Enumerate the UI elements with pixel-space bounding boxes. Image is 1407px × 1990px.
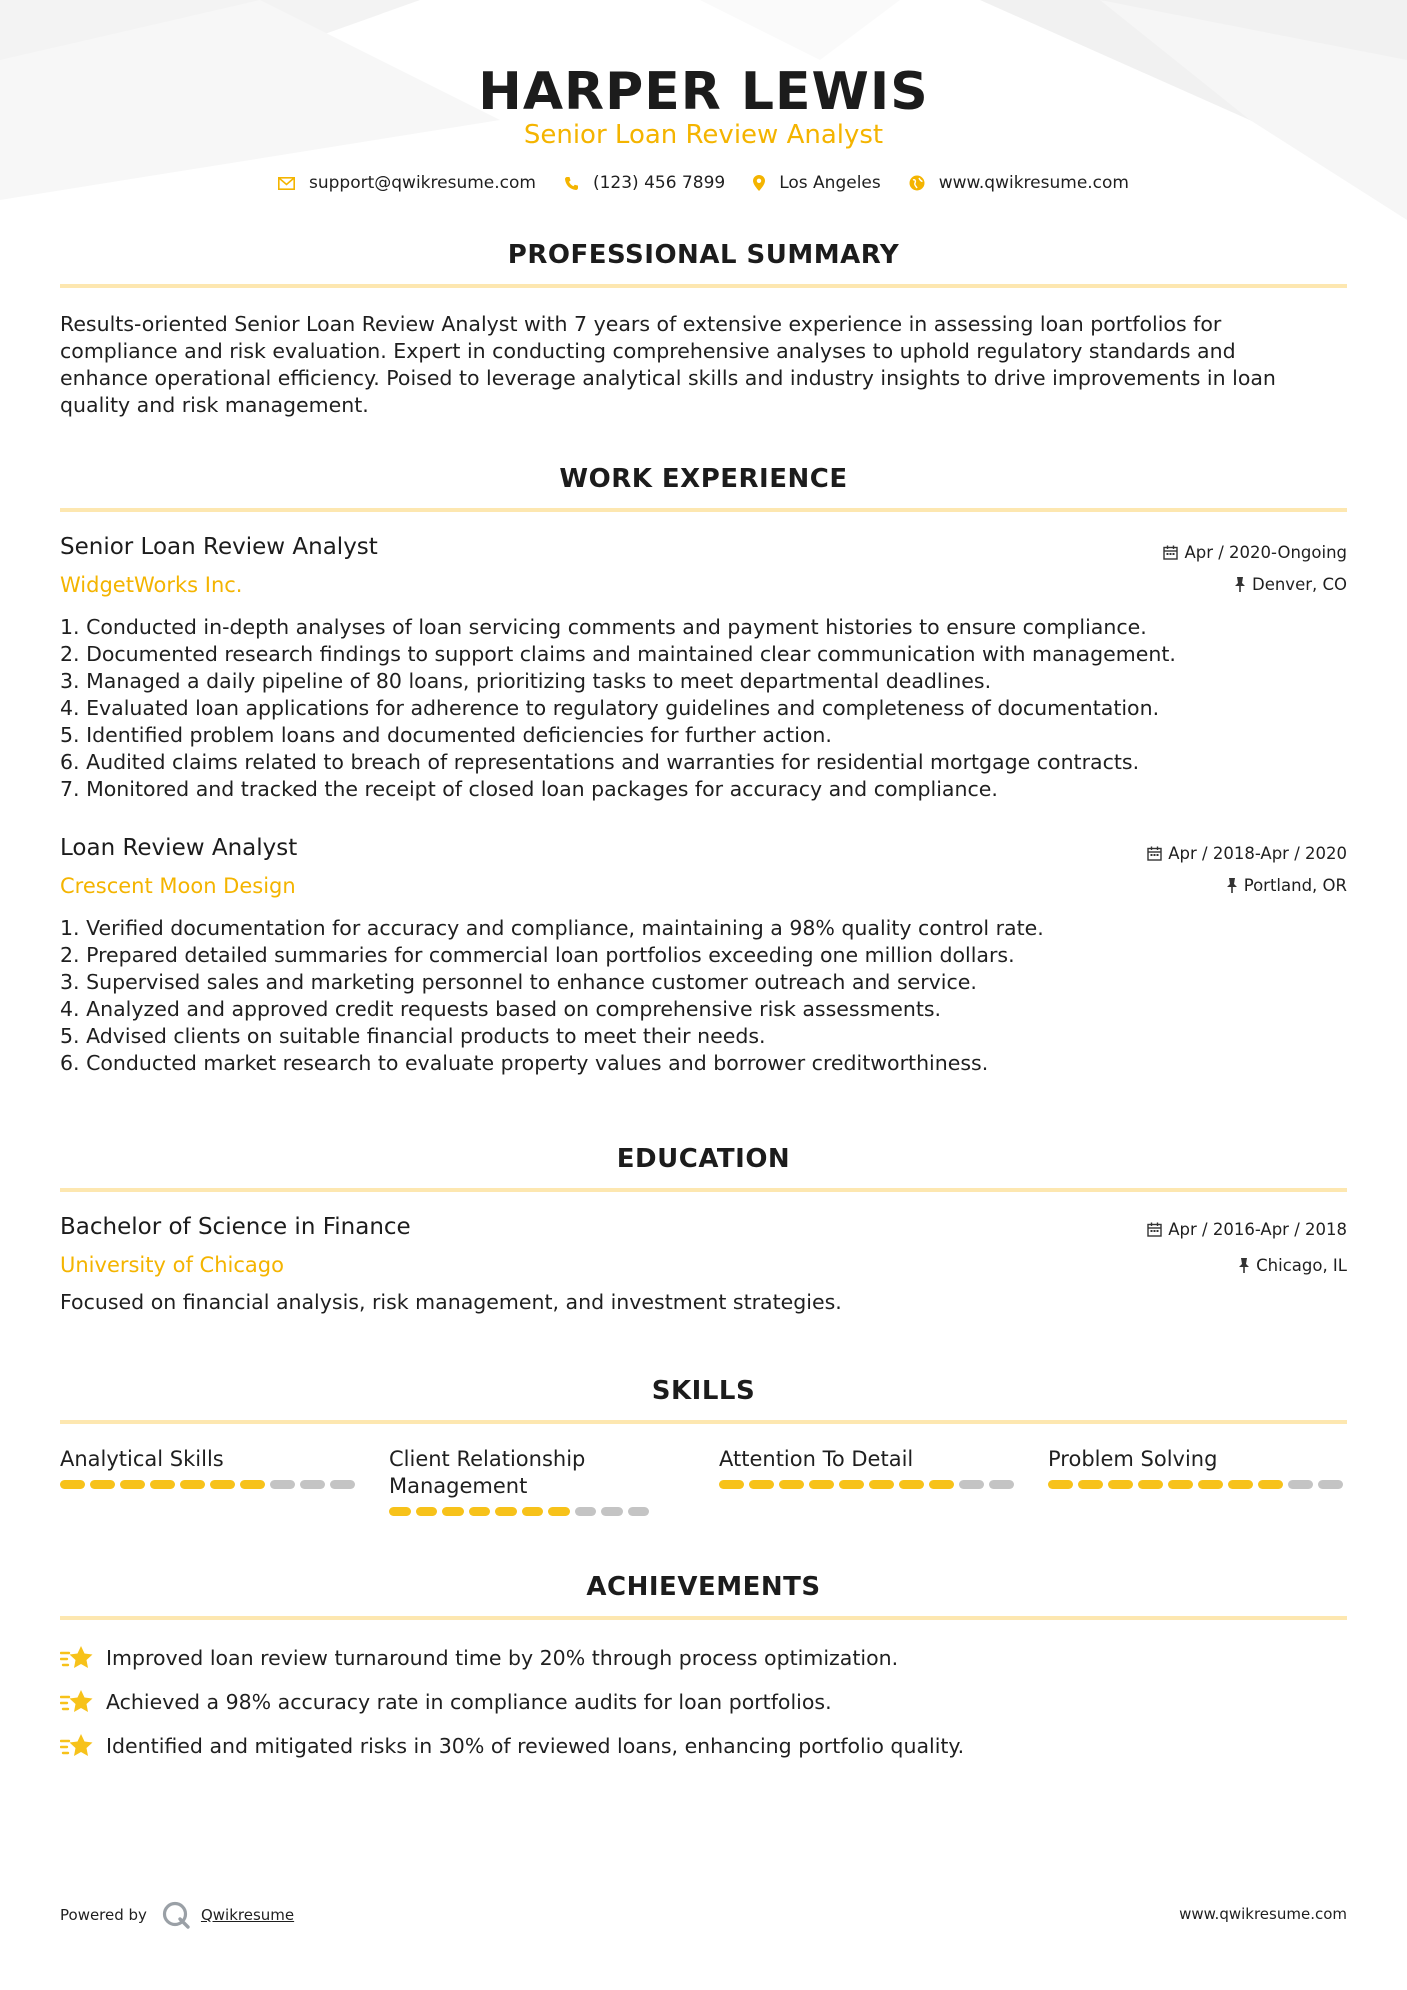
skill-dot-filled (1198, 1480, 1223, 1489)
email-text: support@qwikresume.com (309, 173, 536, 193)
summary-line: enhance operational efficiency. Poised to leverage analytical skills and industry insights to drive improvements in loan (60, 366, 1276, 390)
skill-dot-filled (1168, 1480, 1193, 1489)
phone-text: (123) 456 7899 (592, 173, 726, 193)
envelope-icon (278, 177, 295, 190)
skill-name: Attention To Detail (719, 1447, 914, 1471)
list-item: 2. Prepared detailed summaries for commercial loan portfolios exceeding one million dollars. (60, 943, 1015, 967)
company-name: Crescent Moon Design (60, 874, 296, 898)
contact-bar (0, 173, 1407, 193)
list-item: 3. Managed a daily pipeline of 80 loans, prioritizing tasks to meet departmental deadlines. (60, 669, 992, 693)
skill-dot-filled (442, 1507, 464, 1516)
skill-dot-empty (270, 1480, 295, 1489)
skill-dot-empty (601, 1507, 623, 1516)
location-text: Chicago, IL (1256, 1256, 1347, 1275)
section-divider (60, 1420, 1347, 1424)
achievement-text: Achieved a 98% accuracy rate in compliance audits for loan portfolios. (106, 1690, 832, 1714)
skill-dot-empty (1318, 1480, 1343, 1489)
summary-text (60, 311, 1347, 419)
contact-email[interactable] (278, 173, 536, 193)
skill-dot-filled (240, 1480, 265, 1489)
star-icon (60, 1644, 94, 1672)
list-item: 3. Supervised sales and marketing personnel to enhance customer outreach and service. (60, 970, 977, 994)
skill-dot-empty (1288, 1480, 1313, 1489)
skill-level-bar (719, 1480, 1019, 1489)
skill-dot-empty (300, 1480, 325, 1489)
map-pin-icon (753, 175, 765, 191)
skill-dot-filled (469, 1507, 491, 1516)
school-name: University of Chicago (60, 1253, 284, 1277)
skill-dot-filled (1258, 1480, 1283, 1489)
section-divider (60, 1188, 1347, 1192)
skill-dot-filled (60, 1480, 85, 1489)
skill-name: Problem Solving (1048, 1447, 1218, 1471)
job-responsibilities (60, 614, 1347, 803)
pushpin-icon (1234, 577, 1246, 592)
achievement-item (60, 1732, 964, 1760)
section-divider (60, 508, 1347, 512)
skill-dot-filled (522, 1507, 544, 1516)
job-title: Senior Loan Review Analyst (60, 534, 378, 560)
skill-dot-empty (989, 1480, 1014, 1489)
skill-dot-filled (1228, 1480, 1253, 1489)
skill-dot-filled (839, 1480, 864, 1489)
skill-dot-filled (1138, 1480, 1163, 1489)
section-heading-summary: PROFESSIONAL SUMMARY (507, 240, 900, 270)
dates-text: Apr / 2016-Apr / 2018 (1168, 1220, 1347, 1239)
candidate-title: Senior Loan Review Analyst (523, 120, 884, 150)
summary-line: quality and risk management. (60, 393, 369, 417)
job-title: Loan Review Analyst (60, 835, 298, 861)
section-divider (60, 1616, 1347, 1620)
education-location (1238, 1256, 1347, 1275)
skill-dot-filled (1078, 1480, 1103, 1489)
skill-dot-filled (869, 1480, 894, 1489)
achievement-item (60, 1688, 832, 1716)
list-item: 6. Audited claims related to breach of representations and warranties for residential mortgage contracts. (60, 750, 1140, 774)
job-location (1226, 876, 1347, 895)
skill-dot-filled (809, 1480, 834, 1489)
skill-dot-filled (180, 1480, 205, 1489)
qwikresume-logo-icon (161, 1900, 191, 1930)
skill-name: Analytical Skills (60, 1447, 224, 1471)
section-heading-experience: WORK EXPERIENCE (559, 464, 848, 494)
pushpin-icon (1238, 1258, 1250, 1273)
skill-dot-filled (779, 1480, 804, 1489)
location-text: Los Angeles (779, 173, 881, 193)
calendar-icon (1163, 545, 1178, 560)
skill-item (389, 1446, 649, 1516)
education-description: Focused on financial analysis, risk management, and investment strategies. (60, 1290, 842, 1314)
list-item: 7. Monitored and tracked the receipt of closed loan packages for accuracy and compliance. (60, 777, 998, 801)
location-text: Denver, CO (1251, 575, 1347, 594)
job-responsibilities (60, 915, 1347, 1077)
skill-dot-filled (210, 1480, 235, 1489)
candidate-name: HARPER LEWIS (478, 62, 929, 122)
job-location (1234, 575, 1347, 594)
skill-dot-filled (90, 1480, 115, 1489)
skill-dot-filled (719, 1480, 744, 1489)
brand-link[interactable]: Qwikresume (200, 1906, 295, 1924)
section-heading-education: EDUCATION (616, 1144, 791, 1174)
skill-dot-filled (749, 1480, 774, 1489)
skill-dot-empty (575, 1507, 597, 1516)
skill-dot-filled (1048, 1480, 1073, 1489)
company-name: WidgetWorks Inc. (60, 573, 243, 597)
skill-item (60, 1446, 360, 1489)
skill-dot-empty (628, 1507, 650, 1516)
skill-dot-empty (330, 1480, 355, 1489)
list-item: 4. Evaluated loan applications for adherence to regulatory guidelines and completeness of documentation. (60, 696, 1160, 720)
dates-text: Apr / 2020-Ongoing (1184, 543, 1347, 562)
summary-line: Results-oriented Senior Loan Review Analyst with 7 years of extensive experience in assessing loan portfolios for (60, 312, 1222, 336)
list-item: 4. Analyzed and approved credit requests based on comprehensive risk assessments. (60, 997, 942, 1021)
location-text: Portland, OR (1243, 876, 1347, 895)
phone-icon (564, 176, 579, 191)
globe-icon (909, 175, 925, 191)
skill-name: Client Relationship Management (389, 1447, 586, 1498)
job-dates (1147, 844, 1347, 863)
skill-item (719, 1446, 1019, 1489)
skill-dot-filled (389, 1507, 411, 1516)
list-item: 5. Advised clients on suitable financial products to meet their needs. (60, 1024, 766, 1048)
job-dates (1163, 543, 1347, 562)
skill-level-bar (60, 1480, 360, 1489)
list-item: 5. Identified problem loans and documented deficiencies for further action. (60, 723, 832, 747)
skill-dot-filled (548, 1507, 570, 1516)
calendar-icon (1147, 1222, 1162, 1237)
contact-phone[interactable] (564, 173, 725, 193)
skill-dot-filled (899, 1480, 924, 1489)
skill-level-bar (1048, 1480, 1348, 1489)
powered-by-text: Powered by (60, 1906, 147, 1924)
contact-location (753, 173, 881, 193)
list-item: 1. Conducted in-depth analyses of loan servicing comments and payment histories to ensure compliance. (60, 615, 1147, 639)
section-heading-achievements: ACHIEVEMENTS (586, 1572, 821, 1602)
dates-text: Apr / 2018-Apr / 2020 (1168, 844, 1347, 863)
skill-dot-filled (1108, 1480, 1133, 1489)
skill-dot-filled (120, 1480, 145, 1489)
section-divider (60, 284, 1347, 288)
education-dates (1147, 1220, 1347, 1239)
skill-dot-filled (416, 1507, 438, 1516)
calendar-icon (1147, 846, 1162, 861)
skill-item (1048, 1446, 1348, 1489)
footer-website[interactable]: www.qwikresume.com (1179, 1905, 1347, 1923)
achievement-item (60, 1644, 898, 1672)
section-heading-skills: SKILLS (651, 1376, 756, 1406)
degree-title: Bachelor of Science in Finance (60, 1214, 411, 1240)
pushpin-icon (1226, 878, 1238, 893)
skill-level-bar (389, 1507, 649, 1516)
skill-dot-filled (929, 1480, 954, 1489)
contact-website[interactable] (909, 173, 1129, 193)
list-item: 1. Verified documentation for accuracy and compliance, maintaining a 98% quality control rate. (60, 916, 1044, 940)
list-item: 2. Documented research findings to support claims and maintained clear communication with management. (60, 642, 1176, 666)
achievement-text: Improved loan review turnaround time by 20% through process optimization. (106, 1646, 899, 1670)
star-icon (60, 1688, 94, 1716)
footer-powered-by (60, 1900, 294, 1930)
skill-dot-filled (495, 1507, 517, 1516)
website-text: www.qwikresume.com (938, 173, 1129, 193)
skill-dot-filled (150, 1480, 175, 1489)
star-icon (60, 1732, 94, 1760)
skill-dot-empty (959, 1480, 984, 1489)
achievement-text: Identified and mitigated risks in 30% of reviewed loans, enhancing portfolio quality. (106, 1734, 965, 1758)
summary-line: compliance and risk evaluation. Expert in conducting comprehensive analyses to uphold regulatory standards and (60, 339, 1236, 363)
list-item: 6. Conducted market research to evaluate property values and borrower creditworthiness. (60, 1051, 989, 1075)
